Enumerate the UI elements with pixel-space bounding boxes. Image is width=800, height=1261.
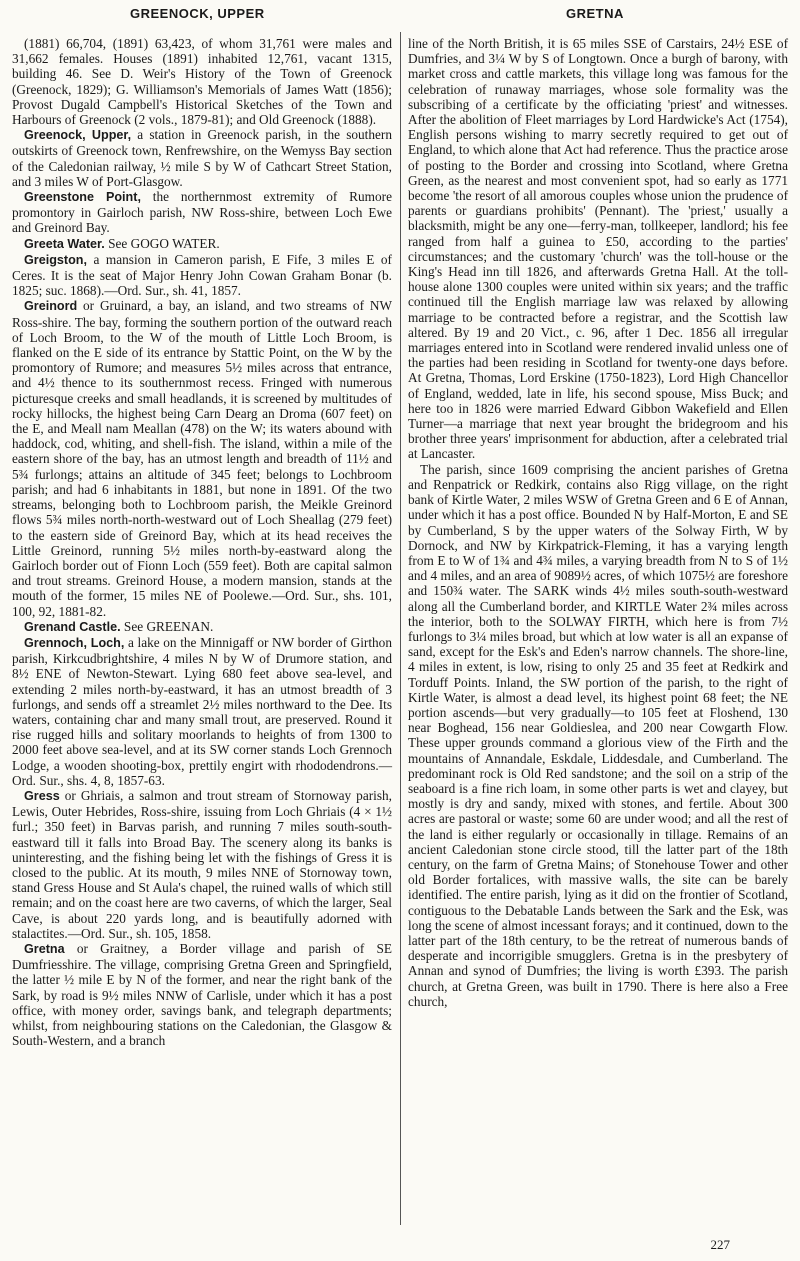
entry-text: (1881) 66,704, (1891) 63,423, of whom 31,761 were males and 31,662 females. Houses (1891) inhabited 12,761, vacant 1315, building 46. See D. Weir's History of the Town of Greenock (Greenock, 1829); G. Williamson's Memorials of James Watt (1856); Provost Dugald Campbell's Historical Sketches of the Town and Harbours of Greenock (2 vols., 1879-81); and Old Greenock (1888). — [12, 36, 392, 128]
entry-heading: Greinord — [24, 299, 78, 314]
entry-text: or Gruinard, a bay, an island, and two streams of NW Ross-shire. The bay, forming the southern portion of the outward reach of Loch Broom, to the W of the mouth of Little Loch Broom, is flanked on the E side of its entrance by Stattic Point, on the W by the promontory of Rumore; and measures 5½ miles across that entrance, and 4½ thence to its southernmost recess. Fringed with numerous picturesque creeks and small headlands, it is screened by multitudes of rocky hillocks, the highest being Carn Dearg an Droma (607 feet) on the E, and Meall nam Meallan (478) on the W; its waters abound with haddock, cod, whiting, and shell-fish. The island, within a mile of the eastern shore of the bay, has an utmost length and breadth of 11½ and 5¾ furlongs; attains an altitude of 345 feet; belongs to Lochbroom parish; and had 6 inhabitants in 1881, but none in 1891. Of the two streams, belonging both to Lochbroom parish, the Meikle Greinord flows 5¾ miles north-north-westward out of Loch Sheallag (279 feet) to the eastern side of Greinord Bay, which at its head receives the Little Greinord, running 5½ miles north-by-eastward along the Gairloch border out of Fionn Loch (559 feet). Both are capital salmon and trout streams. Greinord House, a modern mansion, stands at the mouth of the former, 15 miles NE of Poolewe.—Ord. Sur., shs. 101, 100, 92, 1881-82. — [12, 298, 392, 619]
entry-paragraph — [408, 462, 788, 1009]
entry-paragraph — [408, 36, 788, 462]
entry-text: or Ghriais, a salmon and trout stream of Stornoway parish, Lewis, Outer Hebrides, Ross-shire, issuing from Loch Ghriais (4 × 1½ furl.; 350 feet) in Barvas parish, and running 7 miles south-south-eastward till it falls into Broad Bay. The scenery along its banks is uninteresting, and the fishing being let with the fishings of Gress it is closed to the public. At its mouth, 9 miles NNE of Stornoway town, stand Gress House and St Aula's chapel, the ruined walls of which still remain; and on the coast here are two caverns, of which the larger, Seal Cave, is about 220 yards long, and is beautifully adorned with stalactites.—Ord. Sur., sh. 105, 1858. — [12, 787, 392, 941]
entry-paragraph — [12, 298, 392, 618]
entry-text: or Graitney, a Border village and parish of SE Dumfriesshire. The village, comprising Gretna Green and Springfield, the latter ½ mile E by N of the former, and near the right bank of the Sark, by road is 9½ miles NNW of Carlisle, under which it has a post office, with money order, savings bank, and telegraph departments; whilst, from neighbouring stations on the Caledonian, the Glasgow & South-Western, and a branch — [12, 940, 392, 1049]
entry-text: a station in Greenock parish, in the southern outskirts of Greenock town, Renfrewshire, on the Wemyss Bay section of the Caledonian railway, ½ mile S by W of Cathcart Street Station, and 3 miles W of Port-Glasgow. — [12, 127, 392, 189]
entry-text: The parish, since 1609 comprising the ancient parishes of Gretna and Renpatrick or Redkirk, contains also Rigg village, on the right bank of Kirtle Water, 2 miles WSW of Gretna Green and 6 E of Annan, under which it has a post office. Bounded N by Half-Morton, E and SE by Cumberland, S by the upper waters of the Solway Firth, W by Dornock, and NW by Kirkpatrick-Fleming, it has a varying length from E to W of 1¾ and 4¾ miles, a varying breadth from N to S of 1½ and 4 miles, and an area of 9089½ acres, of which 1075½ are foreshore and 150¾ water. The SARK winds 4½ miles south-south-westward along all the Cumberland border, and KIRTLE Water 2¾ miles across the interior, both to the SOLWAY FIRTH, which here is from 7½ furlongs to 3¼ miles broad, but which at low water is all an expanse of sand, except for the Esk's and Eden's narrow channels. The shore-line, 4 miles in extent, is low, rising to only 25 and 35 feet at Redkirk and Torduff Points. Inland, the SW portion of the parish, to the right of Kirtle Water, is almost a dead level, its highest point 68 feet; the NE portion ascends—but very gradually—to 105 feet at Floshend, 130 near Boghead, 156 near Goldieslea, and 200 near Cowgarth Flow. These upper grounds command a glorious view of the Firth and the mountains of Annandale, Eskdale, Liddesdale, and Cumberland. The predominant rock is Old Red sandstone; and the soil on a strip of the seaboard is a fine rich loam, in some other parts is wet and clayey, but mostly is dry and sandy, mixed with stones, and fertile. About 300 acres are pastoral or waste; some 60 are under wood; and all the rest of the land is either regularly or occasionally in tillage. Remains of an ancient Caledonian stone circle stood, till the latter part of the 18th century, on the farm of Gretna Mains; of Stonehouse Tower and other old Border fortalices, with massive walls, the site can be barely identified. The entire parish, lying as it did on the frontier of Scotland, contiguous to the Debatable Lands between the Sark and the Esk, was long the scene of almost incessant forays; and it continued, down to the latter part of the 18th century, to be the retreat of numerous bands of desperate and incorrigible smugglers. Gretna is in the presbytery of Annan and synod of Dumfries; the living is worth £393. The parish church, at Gretna Green, was built in 1790. There is here also a Free church, — [408, 461, 788, 1009]
entry-paragraph — [12, 619, 392, 635]
entry-heading: Greeta Water. — [24, 236, 105, 251]
entry-heading: Greigston, — [24, 252, 87, 267]
entry-paragraph — [12, 941, 392, 1048]
entry-paragraph — [12, 36, 392, 127]
entry-paragraph — [12, 635, 392, 788]
entry-heading: Gress — [24, 788, 60, 803]
page-number: 227 — [710, 1237, 730, 1252]
entry-paragraph — [12, 252, 392, 299]
entry-heading: Greenock, Upper, — [24, 128, 132, 143]
entry-text: See GOGO WATER. — [108, 235, 220, 251]
right-column — [408, 36, 788, 1009]
running-header — [10, 6, 790, 28]
entry-heading: Grennoch, Loch, — [24, 635, 125, 650]
entry-text: a lake on the Minnigaff or NW border of Girthon parish, Kirkcudbrightshire, 4 miles N by W of Drumore station, and 8½ ENE of Newton-Stewart. Lying 680 feet above sea-level, and extending 2 miles north-by-eastward, it has an utmost breadth of 3 furlongs, and sends off a streamlet 2½ miles northward to the Dee. Its waters, containing char and many small trout, are preserved. Round it rise rugged hills and solitary moorlands to heights of from 1300 to 2000 feet above sea-level, and at its SW corner stands Loch Grennoch Lodge, a wooden shooting-box, prettily engirt with rhododendrons.—Ord. Sur., shs. 4, 8, 1857-63. — [12, 634, 392, 788]
entry-text: line of the North British, it is 65 miles SSE of Carstairs, 24½ ESE of Dumfries, and 3¼ W by S of Longtown. Once a burgh of barony, with market cross and cattle markets, this village long was famous for the celebration of runaway marriages, whose sole formality was the subscribing of a certificate by the officiating 'priest' and witnesses. After the abolition of Fleet marriages by Lord Hardwicke's Act (1754), English persons wishing to marry secretly required to get out of England, to which alone that Act had reference. Thus the practice arose of posting to the Border and crossing into Scotland, where Gretna Green, as the nearest and most convenient spot, had so early as 1771 become 'the resort of all amorous couples whose union the prudence of parents or guardians prohibits' (Pennant). The 'priest,' usually a blacksmith, might be any one—ferry-man, tollkeeper, landlord; his fee ranged from half a guinea to £50, according to the parties' circumstances; and the customary 'church' was the toll-house or the King's Head inn till 1826, and afterwards Gretna Hall. At the toll-house alone 1300 couples were united within six years; and the traffic continued till the English marriage law was relaxed by allowing marriage to be contracted before a registrar, and the Scottish law altered. By 19 and 20 Vict., c. 96, after 1 Dec. 1856 all irregular marriages entered into in Scotland were rendered invalid unless one of the parties had been residing in Scotland for twenty-one days before. At Gretna, Thomas, Lord Erskine (1750-1823), Lord High Chancellor of England, wedded, late in life, his second spouse, Miss Buck; and here too in 1826 were married Edward Gibbon Wakefield and Ellen Turner—a marriage that next year brought the bridegroom and his brother three years' imprisonment for abduction, after a celebrated trial at Lancaster. — [408, 36, 788, 462]
entry-heading: Gretna — [24, 941, 65, 956]
entry-paragraph — [12, 788, 392, 941]
entry-paragraph — [12, 236, 392, 252]
entry-paragraph — [12, 127, 392, 189]
entry-paragraph — [12, 189, 392, 236]
left-column — [12, 36, 392, 1048]
header-right: GRETNA — [566, 6, 624, 21]
entry-text: See GREENAN. — [123, 618, 214, 634]
entry-text: the northernmost extremity of Rumore promontory in Gairloch parish, NW Ross-shire, between Loch Ewe and Greinord Bay. — [12, 189, 392, 236]
header-left: GREENOCK, UPPER — [130, 6, 265, 21]
entry-text: a mansion in Cameron parish, E Fife, 3 miles E of Ceres. It is the seat of Major Henry John Cowan Graham Bonar (b. 1825; suc. 1868).—Ord. Sur., sh. 41, 1857. — [12, 251, 392, 299]
entry-heading: Greenstone Point, — [24, 190, 141, 205]
entry-heading: Grenand Castle. — [24, 619, 121, 634]
column-divider — [400, 32, 401, 1225]
